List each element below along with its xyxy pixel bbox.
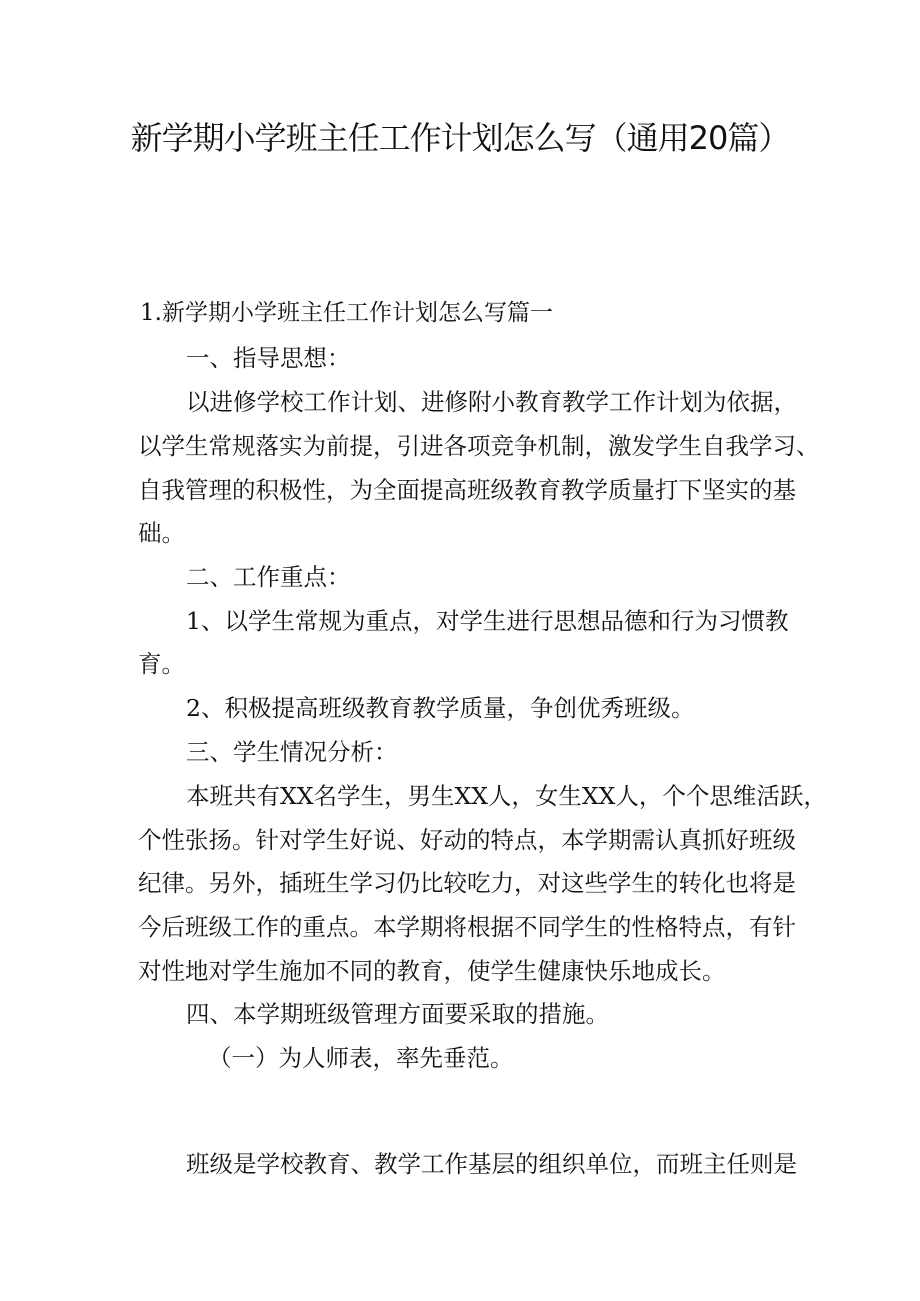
paragraph-line: 纪律。另外，插班生学习仍比较吃力，对这些学生的转化也将是 bbox=[138, 869, 796, 897]
paragraph-line: 今后班级工作的重点。本学期将根据不同学生的性格特点，有针 bbox=[138, 913, 796, 941]
paragraph-line: 自我管理的积极性，为全面提高班级教育教学质量打下坚实的基 bbox=[138, 476, 796, 504]
subheading-lead-by-example: （一）为人师表，率先垂范。 bbox=[208, 1044, 514, 1072]
paragraph-line: 以进修学校工作计划、进修附小教育教学工作计划为依据， bbox=[186, 388, 797, 416]
paragraph-line: 础。 bbox=[138, 519, 185, 547]
list-item: 2、积极提高班级教育教学质量，争创优秀班级。 bbox=[186, 694, 695, 722]
paragraph-line: 本班共有XX名学生，男生XX人，女生XX人，个个思维活跃， bbox=[186, 782, 827, 810]
heading-guiding-ideology: 一、指导思想： bbox=[186, 344, 351, 372]
heading-student-analysis: 三、学生情况分析： bbox=[186, 738, 398, 766]
paragraph-line: 班级是学校教育、教学工作基层的组织单位，而班主任则是 bbox=[186, 1150, 797, 1178]
heading-measures: 四、本学期班级管理方面要采取的措施。 bbox=[186, 1000, 609, 1028]
heading-work-focus: 二、工作重点： bbox=[186, 563, 351, 591]
paragraph-line: 以学生常规落实为前提，引进各项竞争机制，激发学生自我学习、 bbox=[138, 432, 820, 460]
paragraph-line: 育。 bbox=[138, 650, 185, 678]
document-title: 新学期小学班主任工作计划怎么写（通用20篇） bbox=[130, 119, 790, 157]
paragraph-line: 对性地对学生施加不同的教育，使学生健康快乐地成长。 bbox=[138, 957, 726, 985]
paragraph-line: 个性张扬。针对学生好说、好动的特点，本学期需认真抓好班级 bbox=[138, 826, 796, 854]
section-heading: 1.新学期小学班主任工作计划怎么写篇一 bbox=[140, 300, 553, 326]
list-item: 1、以学生常规为重点，对学生进行思想品德和行为习惯教 bbox=[186, 607, 789, 635]
